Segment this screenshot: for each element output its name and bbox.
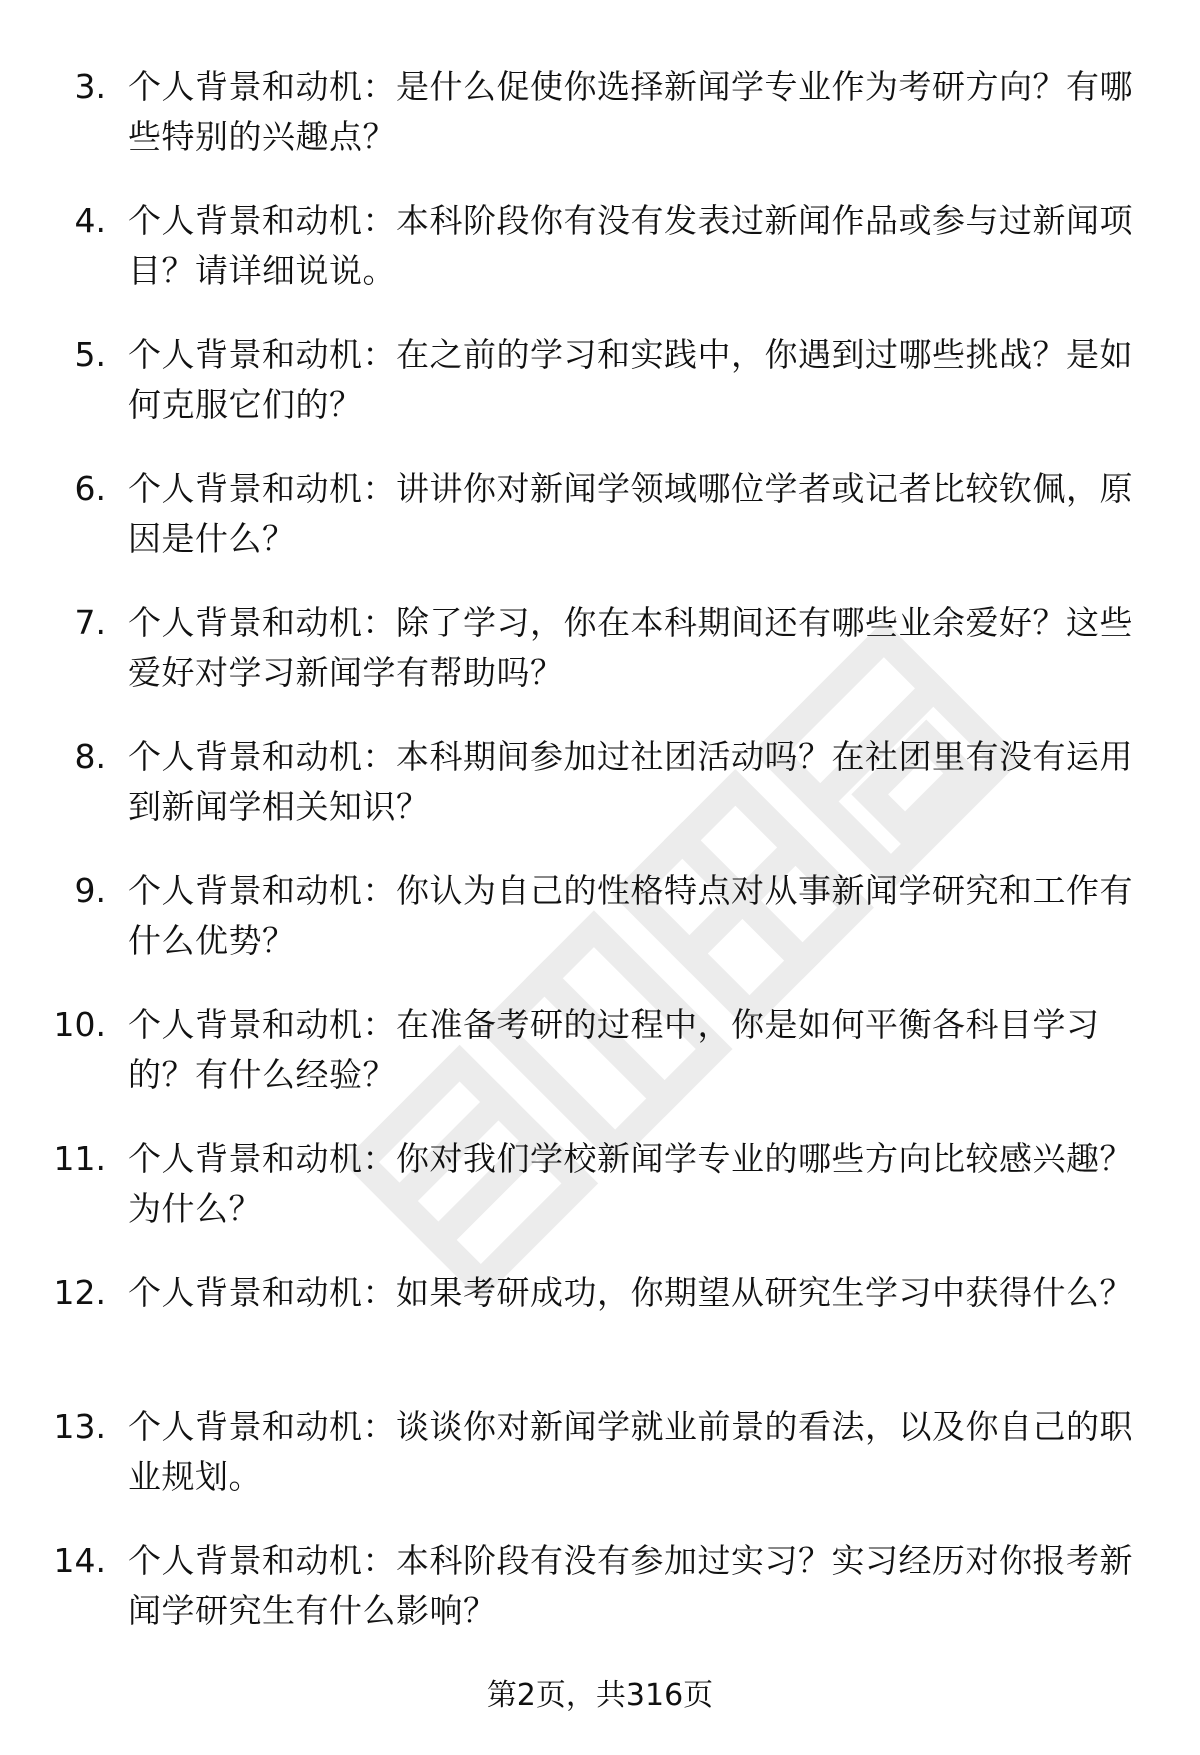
question-number: 8. <box>74 737 106 776</box>
question-item <box>0 732 1200 866</box>
question-number: 11. <box>53 1139 106 1178</box>
question-number: 5. <box>74 335 106 374</box>
question-text: 个人背景和动机：如果考研成功，你期望从研究生学习中获得什么？ <box>128 1273 1133 1312</box>
question-text: 个人背景和动机：你对我们学校新闻学专业的哪些方向比较感兴趣？为什么？ <box>128 1139 1133 1228</box>
question-text: 个人背景和动机：在之前的学习和实践中，你遇到过哪些挑战？是如何克服它们的？ <box>128 335 1133 424</box>
page-footer: 第2页，共316页 <box>486 1678 714 1713</box>
question-text: 个人背景和动机：你认为自己的性格特点对从事新闻学研究和工作有什么优势？ <box>128 871 1133 960</box>
question-item <box>0 1536 1200 1670</box>
question-item <box>0 62 1200 196</box>
question-number: 12. <box>53 1273 106 1312</box>
question-text: 个人背景和动机：谈谈你对新闻学就业前景的看法，以及你自己的职业规划。 <box>128 1407 1133 1496</box>
question-number: 14. <box>53 1541 106 1580</box>
question-list <box>0 62 1200 1670</box>
question-item <box>0 866 1200 1000</box>
question-number: 7. <box>74 603 106 642</box>
question-number: 6. <box>74 469 106 508</box>
question-text: 个人背景和动机：本科阶段有没有参加过实习？实习经历对你报考新闻学研究生有什么影响？ <box>128 1541 1133 1630</box>
question-item <box>0 598 1200 732</box>
question-text: 个人背景和动机：在准备考研的过程中，你是如何平衡各科目学习的？有什么经验？ <box>128 1005 1100 1094</box>
question-text: 个人背景和动机：是什么促使你选择新闻学专业作为考研方向？有哪些特别的兴趣点？ <box>128 67 1133 156</box>
question-item <box>0 1402 1200 1536</box>
question-item <box>0 196 1200 330</box>
question-text: 个人背景和动机：讲讲你对新闻学领域哪位学者或记者比较钦佩，原因是什么？ <box>128 469 1133 558</box>
question-text: 个人背景和动机：本科期间参加过社团活动吗？在社团里有没有运用到新闻学相关知识？ <box>128 737 1133 826</box>
question-item <box>0 1134 1200 1268</box>
question-number: 3. <box>74 67 106 106</box>
question-item <box>0 464 1200 598</box>
question-item <box>0 1000 1200 1134</box>
question-number: 4. <box>74 201 106 240</box>
question-item <box>0 1268 1200 1402</box>
question-text: 个人背景和动机：本科阶段你有没有发表过新闻作品或参与过新闻项目？请详细说说。 <box>128 201 1133 290</box>
question-number: 9. <box>74 871 106 910</box>
question-number: 13. <box>53 1407 106 1446</box>
question-item <box>0 330 1200 464</box>
question-number: 10. <box>53 1005 106 1044</box>
question-text: 个人背景和动机：除了学习，你在本科期间还有哪些业余爱好？这些爱好对学习新闻学有帮助吗？ <box>128 603 1133 692</box>
